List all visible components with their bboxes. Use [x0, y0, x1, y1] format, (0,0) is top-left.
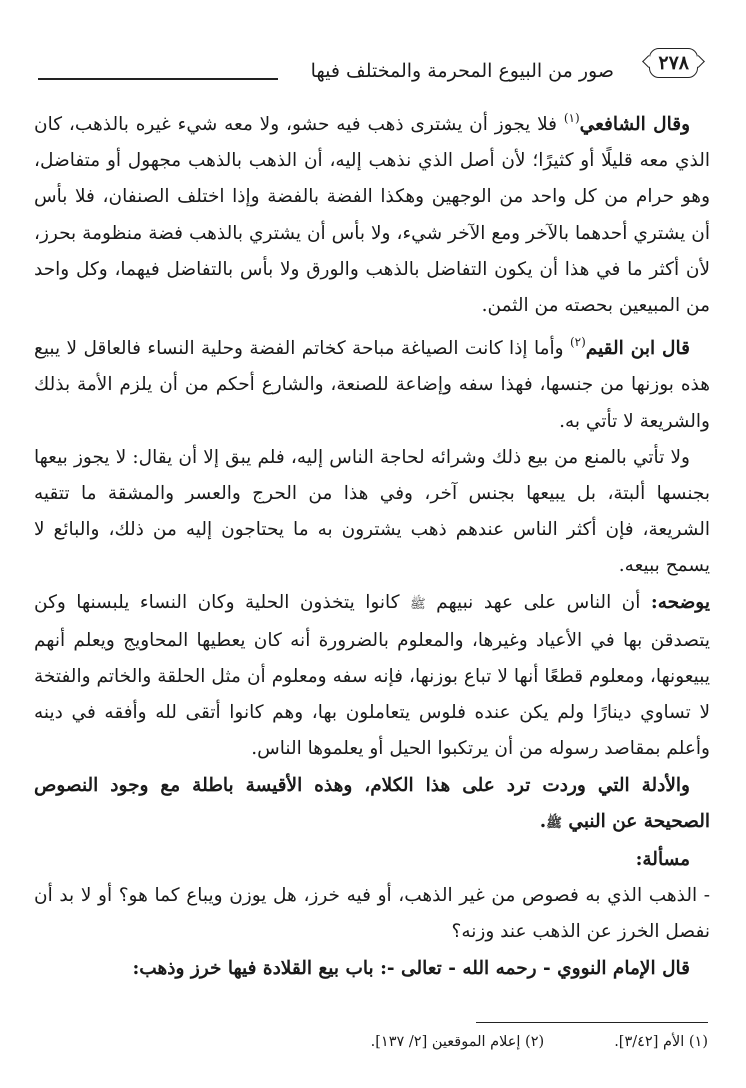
- header-rule: [38, 78, 278, 80]
- paragraph-ibn-alqayyim: [34, 324, 710, 440]
- page-body: [34, 100, 710, 987]
- running-title: صور من البيوع المحرمة والمختلف فيها: [310, 60, 614, 82]
- page-number: ٢٧٨: [649, 48, 698, 78]
- evidence-text: والأدلة التي وردت ترد على هذا الكلام، وهذه الأقيسة باطلة مع وجود النصوص الصحيحة عن النبي: [34, 774, 710, 832]
- paragraph-ibn-alqayyim-text: وأما إذا كانت الصياغة مباحة كخاتم الفضة وحلية النساء فالعاقل لا يبيع هذه بوزنها من جنسها، فهذا سفه وإضاعة للصنعة، والشارع أحكم من أن يلزم الأمة بذلك والشريعة لا تأتي به.: [34, 338, 710, 432]
- paragraph-nawawi: قال الإمام النووي - رحمه الله - تعالى -: باب بيع القلادة فيها خرز وذهب:: [132, 957, 690, 979]
- speaker-shafii: وقال الشافعي: [579, 114, 690, 135]
- page-header: [38, 44, 700, 90]
- paragraph-shafii-text: فلا يجوز أن يشترى ذهب فيه حشو، ولا معه شيء غيره بالذهب، كان الذي معه قليلًا أو كثيرًا؛ لأن أصل الذي نذهب إليه، أن الذهب بالذهب مجهول أو متفاضل، وهو حرام من كل واحد من الوجهين وهكذا الفضة بالفضة وإذا اختلف الصنفان، فلا بأس أن يشتري أحدهما بالآخر ومع الآخر شيء، ولا بأس أن يشتري بالذهب فضة منظومة بحرز، لأن أكثر ما في هذا أن يكون التفاضل بالذهب والورق ولا بأس بالتفاضل فيهما، وكل واحد من المبيعين بحصته من الثمن.: [34, 114, 710, 317]
- footnote-ref-2: (٢): [569, 335, 586, 350]
- paragraph-shafii: [34, 100, 710, 324]
- footnote-rule: [476, 1022, 708, 1023]
- clarification-text-b: كانوا يتخذون الحلية وكان النساء يلبسنها وكن يتصدقن بها في الأعياد وغيرها، والمعلوم بالضرورة أنه كان يعطيها المحاويج ويعلم أنهم يبيعونها، ومعلوم قطعًا أنها لا تباع بوزنها، فإنه سفه ومعلوم أن مثل الحلقة والخاتم والفتخة لا تساوي دينارًا ولم يكن عنده فلوس يتعاملون بها، وهم كانوا أتقى لله وأفقه في دينه وأعلم بمقاصد رسوله من أن يرتكبوا الحيل أو يعلموها الناس.: [34, 591, 710, 760]
- footnote-ref-1: (١): [563, 111, 580, 125]
- honorific-glyph: ﷺ: [409, 596, 426, 612]
- paragraph-need: ولا تأتي بالمنع من بيع ذلك وشرائه لحاجة الناس إليه، فلم يبق إلا أن يقال: لا يجوز بيعها بجنسها ألبتة، بل يبيعها بجنس آخر، وفي هذا من الحرج والعسر والمشقة ما تتقيه الشريعة، فإن أكثر الناس عندهم ذهب يشترون به ما يحتاجون إليه من ذلك، والبائع لا يسمح ببيعه.: [34, 446, 710, 577]
- honorific-glyph-2: ﷺ: [546, 815, 562, 831]
- evidence-end: .: [539, 810, 547, 832]
- footnotes: [48, 1034, 708, 1050]
- clarification-text-a: أن الناس على عهد نبيهم: [425, 591, 651, 613]
- issue-heading: مسألة:: [635, 849, 690, 871]
- paragraph-question: - الذهب الذي به فصوص من غير الذهب، أو فيه خرز، هل يوزن ويباع كما هو؟ أو لا بد أن نفصل الخرز عن الذهب عند وزنه؟: [34, 885, 710, 943]
- paragraph-evidence: [34, 768, 710, 842]
- footnote-2: (٢) إعلام الموقعين [٢/ ١٣٧].: [370, 1034, 545, 1050]
- clarification-lead: يوضحه:: [650, 591, 710, 613]
- paragraph-clarification: [34, 585, 710, 768]
- footnote-1: (١) الأم [٣/٤٢].: [614, 1034, 708, 1050]
- speaker-ibn-alqayyim: قال ابن القيم: [585, 338, 690, 360]
